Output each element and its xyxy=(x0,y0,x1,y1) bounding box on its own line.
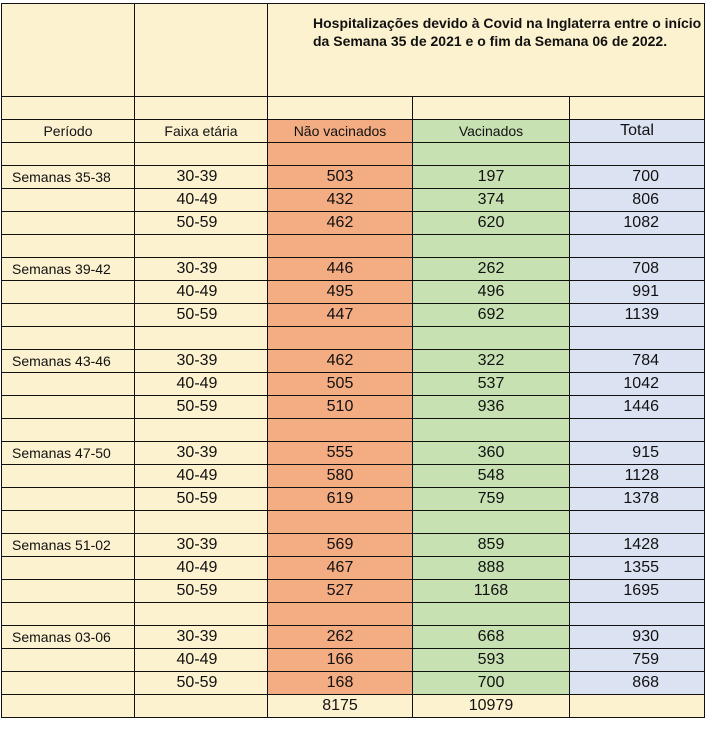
table-row xyxy=(2,488,705,511)
empty-cell xyxy=(2,603,135,626)
table-row xyxy=(2,649,705,672)
empty-cell xyxy=(413,327,570,350)
empty-cell xyxy=(570,235,705,258)
table-row xyxy=(2,465,705,488)
empty-cell xyxy=(2,189,135,212)
total-value-cell: 708 xyxy=(570,258,705,281)
empty-cell xyxy=(2,143,135,166)
table-body xyxy=(2,4,705,718)
empty-cell xyxy=(268,97,413,120)
empty-cell xyxy=(135,419,268,442)
unvaccinated-value-cell: 447 xyxy=(268,304,413,327)
period-label: Semanas 47-50 xyxy=(2,442,135,465)
empty-cell xyxy=(570,511,705,534)
age-band-cell: 50-59 xyxy=(135,488,268,511)
age-band-cell: 30-39 xyxy=(135,350,268,373)
empty-cell xyxy=(268,235,413,258)
table-row xyxy=(2,626,705,649)
vaccinated-value-cell: 262 xyxy=(413,258,570,281)
vaccinated-value-cell: 700 xyxy=(413,672,570,695)
column-header-period: Período xyxy=(2,120,135,143)
unvaccinated-value-cell: 555 xyxy=(268,442,413,465)
empty-cell xyxy=(570,695,705,718)
vaccinated-value-cell: 620 xyxy=(413,212,570,235)
empty-cell xyxy=(570,97,705,120)
table-row xyxy=(2,304,705,327)
unvaccinated-value-cell: 495 xyxy=(268,281,413,304)
table-row xyxy=(2,534,705,557)
empty-cell xyxy=(2,212,135,235)
age-band-cell: 30-39 xyxy=(135,534,268,557)
table-row xyxy=(2,281,705,304)
empty-cell xyxy=(268,327,413,350)
unvaccinated-value-cell: 166 xyxy=(268,649,413,672)
total-value-cell: 759 xyxy=(570,649,705,672)
vaccinated-value-cell: 888 xyxy=(413,557,570,580)
header-row xyxy=(2,120,705,143)
total-value-cell: 1082 xyxy=(570,212,705,235)
empty-cell xyxy=(413,511,570,534)
unvaccinated-value-cell: 262 xyxy=(268,626,413,649)
empty-cell xyxy=(2,488,135,511)
empty-cell xyxy=(570,143,705,166)
unvaccinated-value-cell: 580 xyxy=(268,465,413,488)
empty-cell xyxy=(135,603,268,626)
total-value-cell: 806 xyxy=(570,189,705,212)
period-label: Semanas 39-42 xyxy=(2,258,135,281)
age-band-cell: 40-49 xyxy=(135,281,268,304)
total-value-cell: 868 xyxy=(570,672,705,695)
unvaccinated-value-cell: 527 xyxy=(268,580,413,603)
period-label: Semanas 03-06 xyxy=(2,626,135,649)
empty-cell xyxy=(2,97,135,120)
age-band-cell: 50-59 xyxy=(135,672,268,695)
empty-cell xyxy=(135,235,268,258)
empty-cell xyxy=(2,235,135,258)
table-title: Hospitalizações devido à Covid na Inglaterra entre o início da Semana 35 de 2021 e o fim da Semana 06 de 2022. xyxy=(268,4,705,97)
table-row xyxy=(2,580,705,603)
table-row xyxy=(2,557,705,580)
empty-cell xyxy=(135,143,268,166)
age-band-cell: 40-49 xyxy=(135,465,268,488)
period-label: Semanas 35-38 xyxy=(2,166,135,189)
total-value-cell: 784 xyxy=(570,350,705,373)
title-blank-cell xyxy=(135,4,268,97)
age-band-cell: 40-49 xyxy=(135,189,268,212)
empty-cell xyxy=(268,419,413,442)
empty-cell xyxy=(2,419,135,442)
age-band-cell: 50-59 xyxy=(135,580,268,603)
table-row xyxy=(2,189,705,212)
empty-cell xyxy=(413,603,570,626)
vaccinated-total-cell: 10979 xyxy=(413,695,570,718)
hospitalizations-table xyxy=(1,3,705,718)
empty-cell xyxy=(2,396,135,419)
empty-cell xyxy=(570,419,705,442)
hospitalizations-table-container xyxy=(1,3,704,718)
empty-cell xyxy=(135,97,268,120)
spacer-row xyxy=(2,511,705,534)
vaccinated-value-cell: 593 xyxy=(413,649,570,672)
total-value-cell: 1128 xyxy=(570,465,705,488)
spacer-row xyxy=(2,97,705,120)
age-band-cell: 30-39 xyxy=(135,626,268,649)
empty-cell xyxy=(135,695,268,718)
empty-cell xyxy=(413,97,570,120)
table-row xyxy=(2,212,705,235)
empty-cell xyxy=(2,281,135,304)
total-value-cell: 1355 xyxy=(570,557,705,580)
age-band-cell: 50-59 xyxy=(135,212,268,235)
unvaccinated-value-cell: 503 xyxy=(268,166,413,189)
empty-cell xyxy=(413,143,570,166)
age-band-cell: 30-39 xyxy=(135,166,268,189)
title-row xyxy=(2,4,705,97)
total-value-cell: 700 xyxy=(570,166,705,189)
age-band-cell: 30-39 xyxy=(135,442,268,465)
total-value-cell: 1446 xyxy=(570,396,705,419)
vaccinated-value-cell: 374 xyxy=(413,189,570,212)
spacer-row xyxy=(2,603,705,626)
empty-cell xyxy=(2,304,135,327)
empty-cell xyxy=(268,143,413,166)
table-row xyxy=(2,258,705,281)
empty-cell xyxy=(268,603,413,626)
empty-cell xyxy=(2,649,135,672)
total-value-cell: 1042 xyxy=(570,373,705,396)
empty-cell xyxy=(2,672,135,695)
vaccinated-value-cell: 668 xyxy=(413,626,570,649)
table-row xyxy=(2,396,705,419)
unvaccinated-value-cell: 467 xyxy=(268,557,413,580)
unvaccinated-value-cell: 432 xyxy=(268,189,413,212)
empty-cell xyxy=(268,511,413,534)
unvaccinated-value-cell: 446 xyxy=(268,258,413,281)
period-label: Semanas 51-02 xyxy=(2,534,135,557)
total-value-cell: 930 xyxy=(570,626,705,649)
empty-cell xyxy=(413,235,570,258)
age-band-cell: 40-49 xyxy=(135,373,268,396)
unvaccinated-value-cell: 510 xyxy=(268,396,413,419)
vaccinated-value-cell: 360 xyxy=(413,442,570,465)
spacer-row xyxy=(2,235,705,258)
age-band-cell: 50-59 xyxy=(135,396,268,419)
empty-cell xyxy=(2,465,135,488)
unvaccinated-total-cell: 8175 xyxy=(268,695,413,718)
title-blank-cell xyxy=(2,4,135,97)
age-band-cell: 30-39 xyxy=(135,258,268,281)
vaccinated-value-cell: 759 xyxy=(413,488,570,511)
age-band-cell: 40-49 xyxy=(135,557,268,580)
period-label: Semanas 43-46 xyxy=(2,350,135,373)
empty-cell xyxy=(2,695,135,718)
column-header-vaccinated: Vacinados xyxy=(413,120,570,143)
table-row xyxy=(2,350,705,373)
age-band-cell: 40-49 xyxy=(135,649,268,672)
spacer-row xyxy=(2,419,705,442)
total-value-cell: 1139 xyxy=(570,304,705,327)
vaccinated-value-cell: 537 xyxy=(413,373,570,396)
total-value-cell: 1428 xyxy=(570,534,705,557)
total-value-cell: 915 xyxy=(570,442,705,465)
total-value-cell: 1695 xyxy=(570,580,705,603)
empty-cell xyxy=(2,511,135,534)
unvaccinated-value-cell: 168 xyxy=(268,672,413,695)
empty-cell xyxy=(570,327,705,350)
vaccinated-value-cell: 548 xyxy=(413,465,570,488)
unvaccinated-value-cell: 462 xyxy=(268,212,413,235)
column-header-unvaccinated: Não vacinados xyxy=(268,120,413,143)
vaccinated-value-cell: 496 xyxy=(413,281,570,304)
table-row xyxy=(2,442,705,465)
vaccinated-value-cell: 936 xyxy=(413,396,570,419)
empty-cell xyxy=(413,419,570,442)
empty-cell xyxy=(2,580,135,603)
total-value-cell: 991 xyxy=(570,281,705,304)
vaccinated-value-cell: 322 xyxy=(413,350,570,373)
spacer-row xyxy=(2,143,705,166)
empty-cell xyxy=(135,327,268,350)
column-header-total: Total xyxy=(570,120,705,143)
unvaccinated-value-cell: 505 xyxy=(268,373,413,396)
vaccinated-value-cell: 1168 xyxy=(413,580,570,603)
table-row xyxy=(2,672,705,695)
spacer-row xyxy=(2,327,705,350)
vaccinated-value-cell: 692 xyxy=(413,304,570,327)
table-row xyxy=(2,166,705,189)
totals-row xyxy=(2,695,705,718)
empty-cell xyxy=(2,327,135,350)
empty-cell xyxy=(2,373,135,396)
unvaccinated-value-cell: 619 xyxy=(268,488,413,511)
table-row xyxy=(2,373,705,396)
vaccinated-value-cell: 197 xyxy=(413,166,570,189)
empty-cell xyxy=(570,603,705,626)
age-band-cell: 50-59 xyxy=(135,304,268,327)
vaccinated-value-cell: 859 xyxy=(413,534,570,557)
empty-cell xyxy=(135,511,268,534)
empty-cell xyxy=(2,557,135,580)
unvaccinated-value-cell: 569 xyxy=(268,534,413,557)
column-header-age: Faixa etária xyxy=(135,120,268,143)
unvaccinated-value-cell: 462 xyxy=(268,350,413,373)
total-value-cell: 1378 xyxy=(570,488,705,511)
